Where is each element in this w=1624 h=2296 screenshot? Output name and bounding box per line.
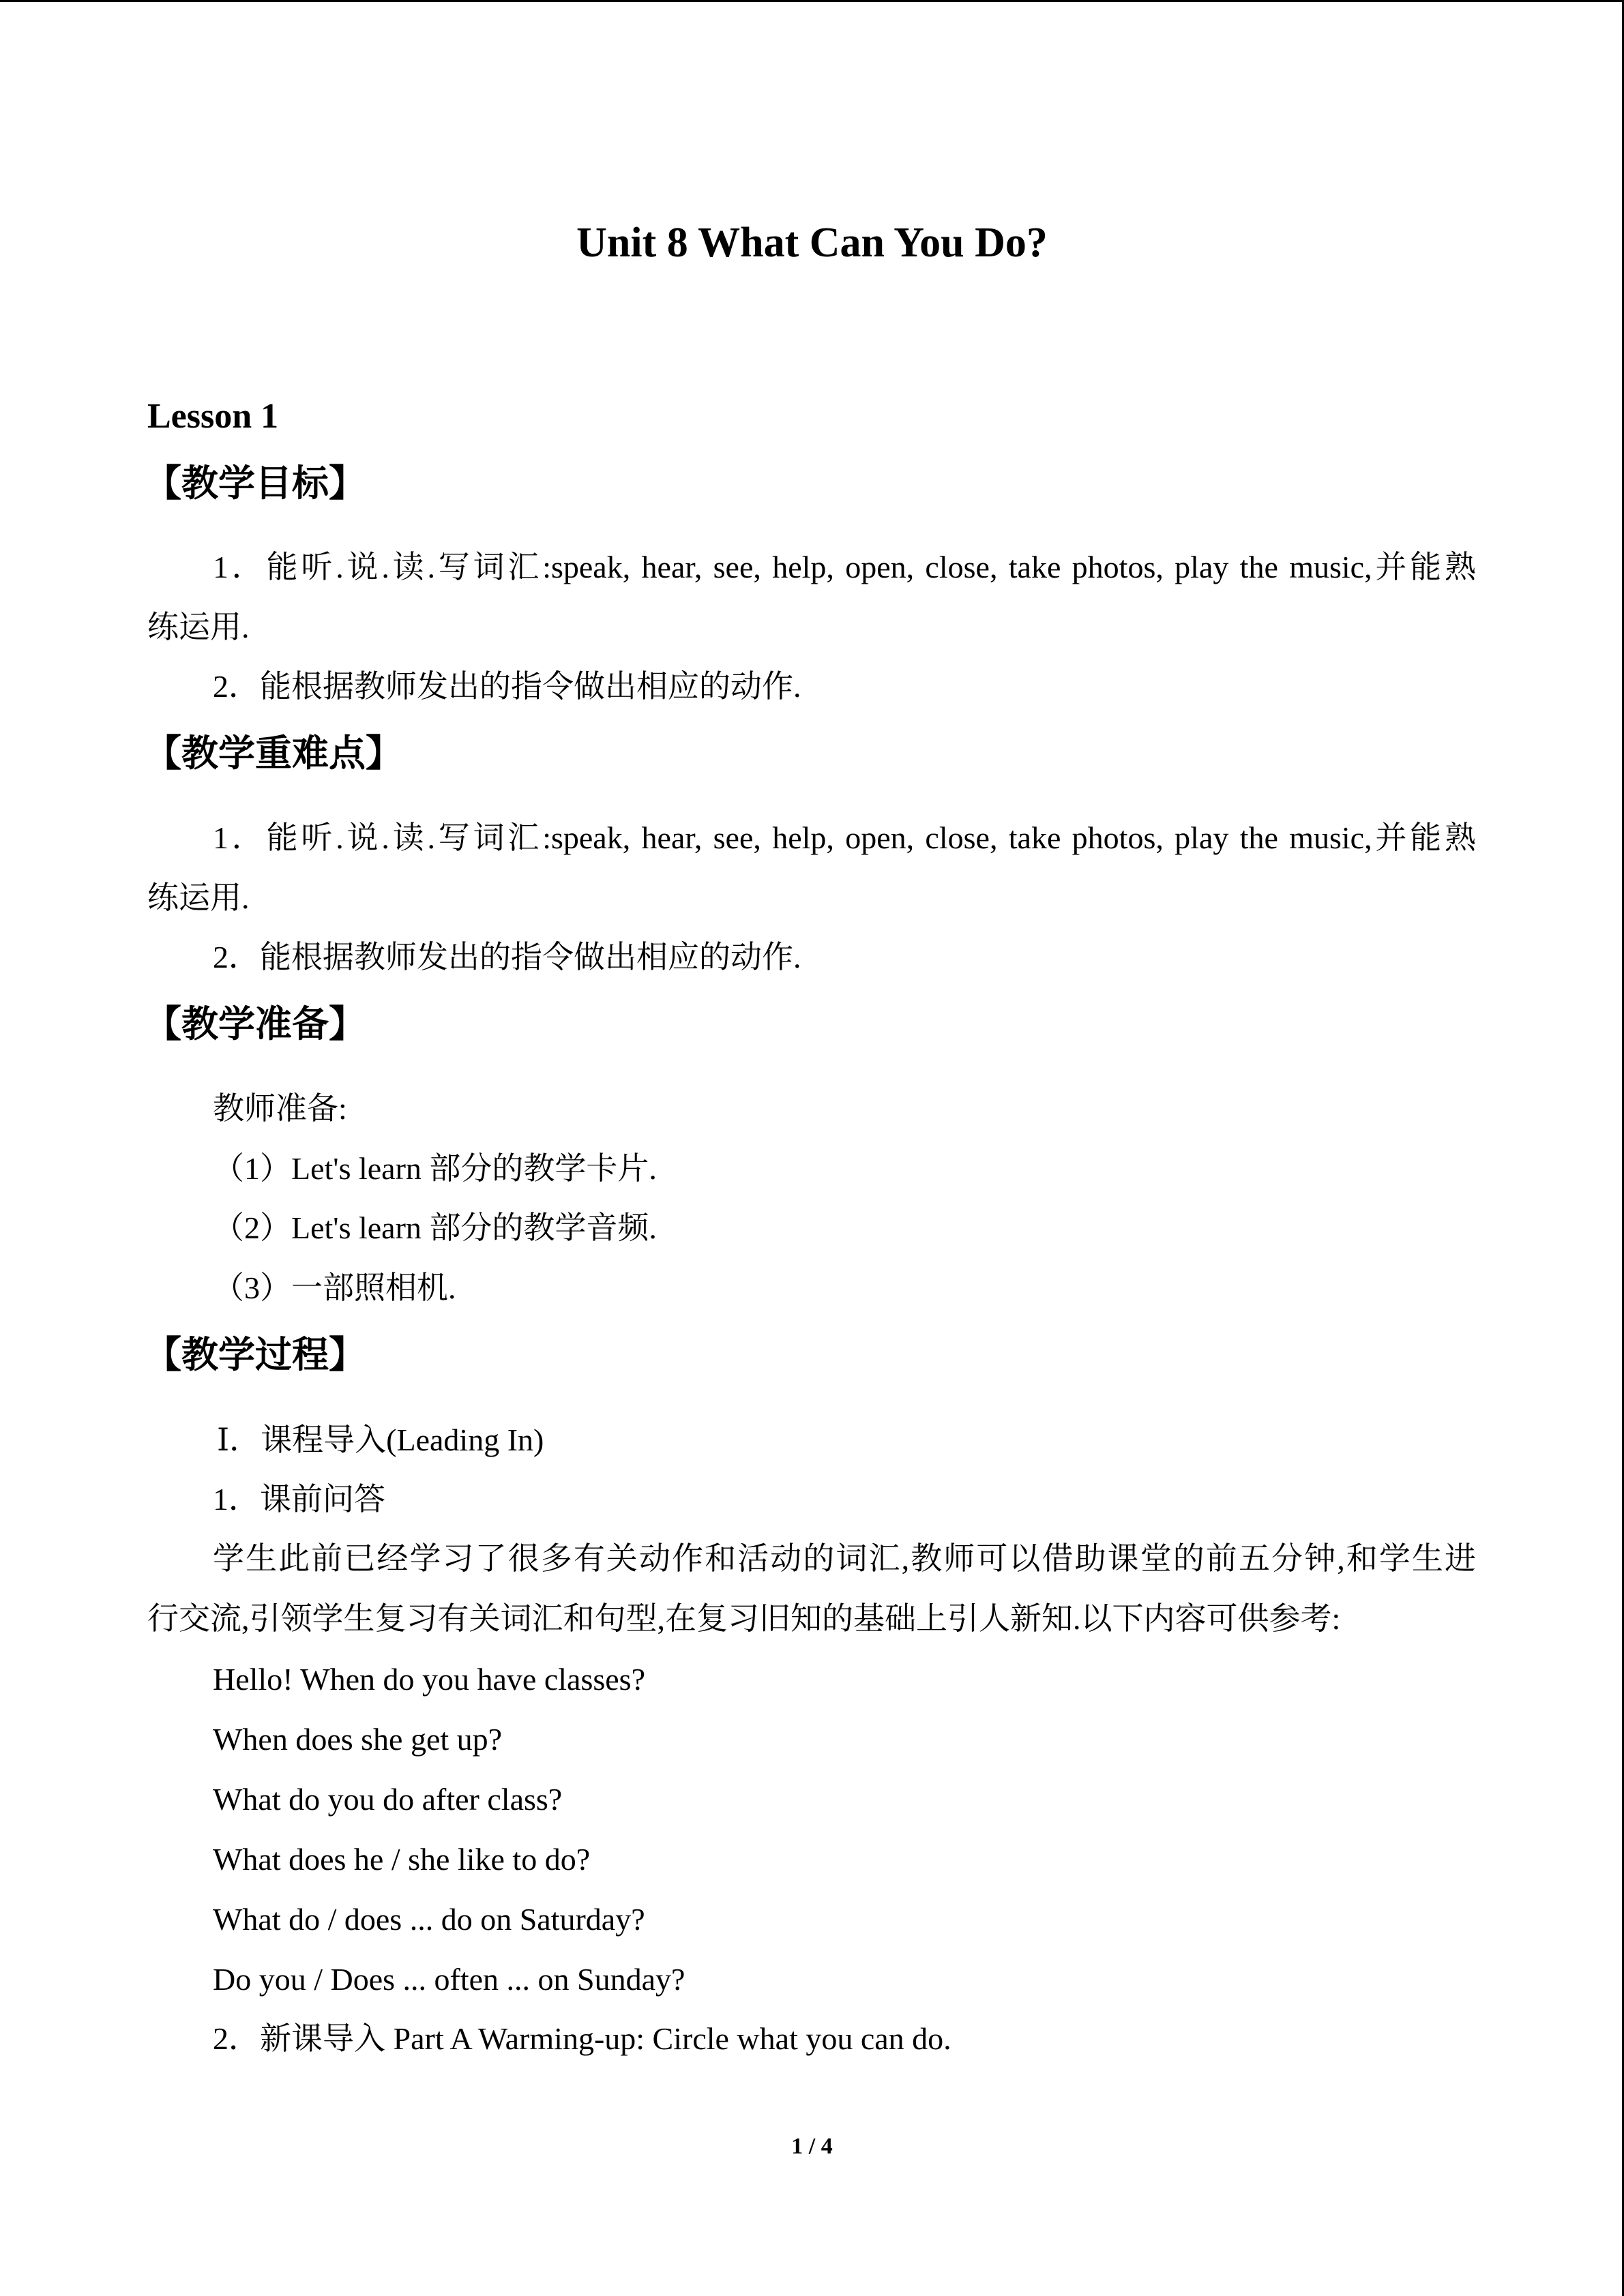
- preparation-item: （1）Let's learn 部分的教学卡片.: [213, 1151, 657, 1186]
- process-paragraph-line-1: 学生此前已经学习了很多有关动作和活动的词汇,教师可以借助课堂的前五分钟,和学生进: [213, 1541, 1476, 1576]
- section-heading-objectives: 【教学目标】: [145, 462, 366, 505]
- page-number: 1 / 4: [791, 2134, 833, 2159]
- section-heading-process: 【教学过程】: [145, 1333, 366, 1376]
- section-heading-preparation: 【教学准备】: [145, 1002, 366, 1045]
- key-points-item-2: 2．能根据教师发出的指令做出相应的动作.: [213, 940, 801, 974]
- objectives-item-2: 2．能根据教师发出的指令做出相应的动作.: [213, 669, 801, 704]
- key-points-item-1-line-1: 1．能听.说.读.写词汇:speak, hear, see, help, open, close, take photos, play the music,并能熟: [213, 820, 1476, 855]
- preparation-item: （3）一部照相机.: [213, 1270, 456, 1305]
- question-line: When does she get up?: [213, 1722, 503, 1757]
- question-line: What does he / she like to do?: [213, 1842, 591, 1877]
- question-line: What do / does ... do on Saturday?: [213, 1902, 645, 1937]
- process-step-title: Ⅰ．课程导入(Leading In): [217, 1422, 544, 1457]
- process-sub-title-2: 2．新课导入 Part A Warming-up: Circle what you can do.: [213, 2021, 951, 2056]
- key-points-item-1-line-2: 练运用.: [147, 880, 250, 915]
- objectives-item-1-line-1: 1．能听.说.读.写词汇:speak, hear, see, help, open, close, take photos, play the music,并能熟: [213, 550, 1476, 584]
- process-sub-title-1: 1．课前问答: [213, 1482, 385, 1517]
- question-line: Hello! When do you have classes?: [213, 1662, 646, 1697]
- lesson-heading: Lesson 1: [147, 397, 279, 436]
- preparation-item: （2）Let's learn 部分的教学音频.: [213, 1210, 657, 1245]
- section-heading-key-points: 【教学重难点】: [145, 732, 402, 775]
- document-title: Unit 8 What Can You Do?: [576, 220, 1048, 266]
- preparation-intro: 教师准备:: [213, 1091, 347, 1126]
- question-line: What do you do after class?: [213, 1782, 563, 1817]
- question-line: Do you / Does ... often ... on Sunday?: [213, 1962, 685, 1997]
- page-border-top: [0, 0, 1624, 2]
- objectives-item-1-line-2: 练运用.: [147, 610, 250, 644]
- process-paragraph-line-2: 行交流,引领学生复习有关词汇和句型,在复习旧知的基础上引人新知.以下内容可供参考:: [147, 1601, 1341, 1636]
